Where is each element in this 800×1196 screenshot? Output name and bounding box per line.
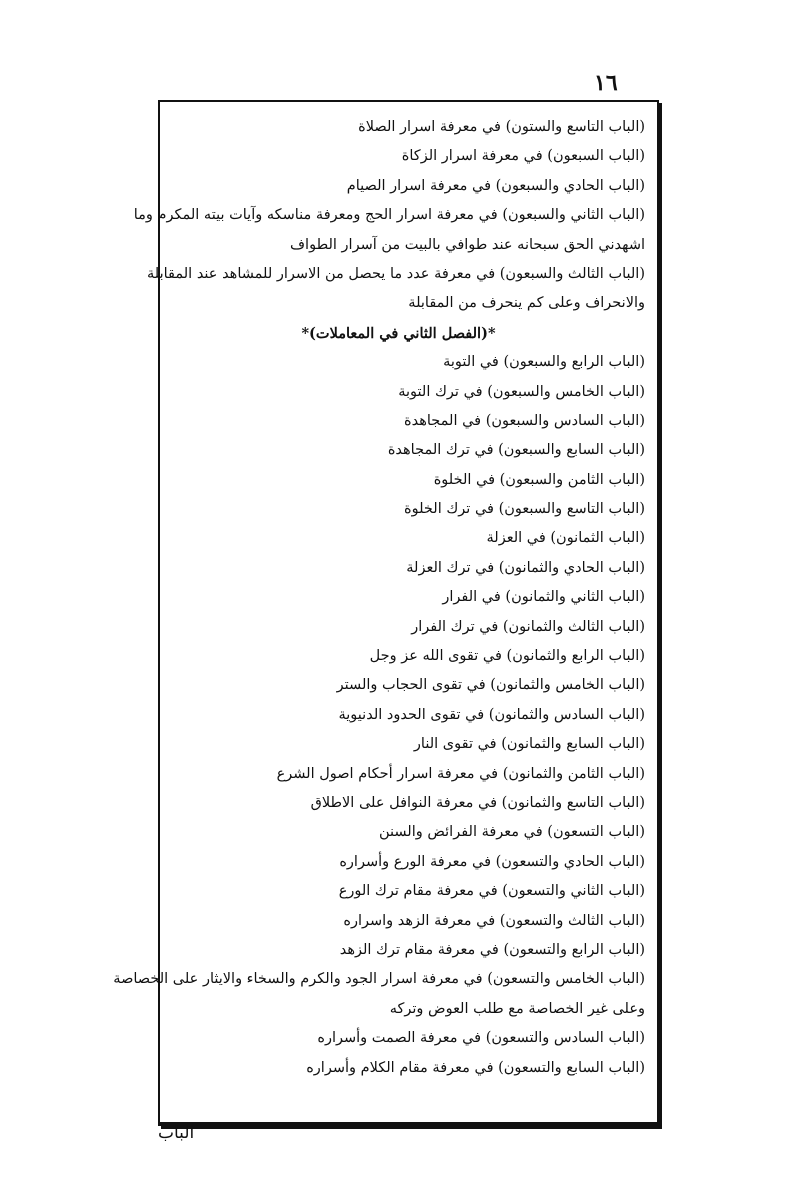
toc-line: (الباب التاسع والثمانون) في معرفة النوافل على الاطلاق (310, 794, 645, 811)
toc-line: (الباب الثاني والسبعون) في معرفة اسرار الحج ومعرفة مناسكه وآيات بيته المكرم وما (133, 207, 645, 224)
toc-line: (الباب السادس والثمانون) في تقوى الحدود الدنيوية (338, 706, 645, 723)
page-number: ١٦ (594, 70, 618, 96)
toc-line: (الباب السادس والتسعون) في معرفة الصمت وأسراره (317, 1030, 645, 1047)
toc-line: اشهدني الحق سبحانه عند طوافي بالبيت من آسرار الطواف (290, 236, 645, 253)
toc-line: (الباب الثاني والثمانون) في الفرار (442, 589, 645, 606)
toc-line: (الباب الثامن والسبعون) في الخلوة (433, 471, 645, 488)
toc-line: (الباب التسعون) في معرفة الفرائض والسنن (378, 824, 645, 841)
catchword: الباب (158, 1123, 195, 1143)
toc-line: (الباب التاسع والسبعون) في ترك الخلوة (404, 501, 645, 518)
toc-line: (الباب الخامس والسبعون) في ترك التوبة (398, 383, 645, 400)
toc-line: (الباب السابع والثمانون) في تقوى النار (413, 736, 645, 753)
toc-line: وعلى غير الخصاصة مع طلب العوض وتركه (389, 1000, 645, 1017)
toc-line: (الباب الثمانون) في العزلة (486, 530, 645, 547)
toc-line: (الباب التاسع والستون) في معرفة اسرار الصلاة (358, 119, 645, 135)
toc-line: (الباب الرابع والتسعون) في معرفة مقام ترك الزهد (339, 941, 645, 958)
toc-line: (الباب الثالث والسبعون) في معرفة عدد ما يحصل من الاسرار للمشاهد عند المقابلة (147, 265, 645, 282)
toc-line: (الباب الثامن والثمانون) في معرفة اسرار أحكام اصول الشرع (276, 765, 645, 782)
toc-line: (الباب الرابع والثمانون) في تقوى الله عز وجل (369, 648, 645, 665)
toc-line: (الباب الثالث والتسعون) في معرفة الزهد واسراره (343, 912, 645, 929)
toc-line: (الباب السابع والسبعون) في ترك المجاهدة (387, 442, 645, 459)
toc-line: (الباب الحادي والتسعون) في معرفة الورع وأسراره (339, 853, 645, 870)
toc-line: (الباب الرابع والسبعون) في التوبة (443, 354, 645, 371)
toc-line: (الباب الثالث والثمانون) في ترك الفرار (411, 618, 645, 635)
toc-line: (الباب السبعون) في معرفة اسرار الزكاة (401, 148, 645, 165)
toc-line: (الباب الحادي والثمانون) في ترك العزلة (406, 559, 645, 576)
toc-line: (الباب الخامس والتسعون) في معرفة اسرار الجود والكرم والسخاء والايثار على الخصاصة (113, 971, 645, 988)
toc-line: (الباب السادس والسبعون) في المجاهدة (404, 412, 645, 429)
toc-line: (الباب الحادي والسبعون) في معرفة اسرار الصيام (346, 177, 645, 194)
table-of-contents (113, 113, 645, 1083)
toc-line: (الباب الثاني والتسعون) في معرفة مقام ترك الورع (338, 883, 645, 900)
toc-line: (الباب الخامس والثمانون) في تقوى الحجاب والستر (336, 677, 645, 694)
section-heading: *(الفصل الثاني في المعاملات)* (301, 324, 496, 342)
toc-line: (الباب السابع والتسعون) في معرفة مقام الكلام وأسراره (306, 1059, 645, 1076)
toc-line: والانحراف وعلى كم ينحرف من المقابلة (408, 295, 645, 312)
